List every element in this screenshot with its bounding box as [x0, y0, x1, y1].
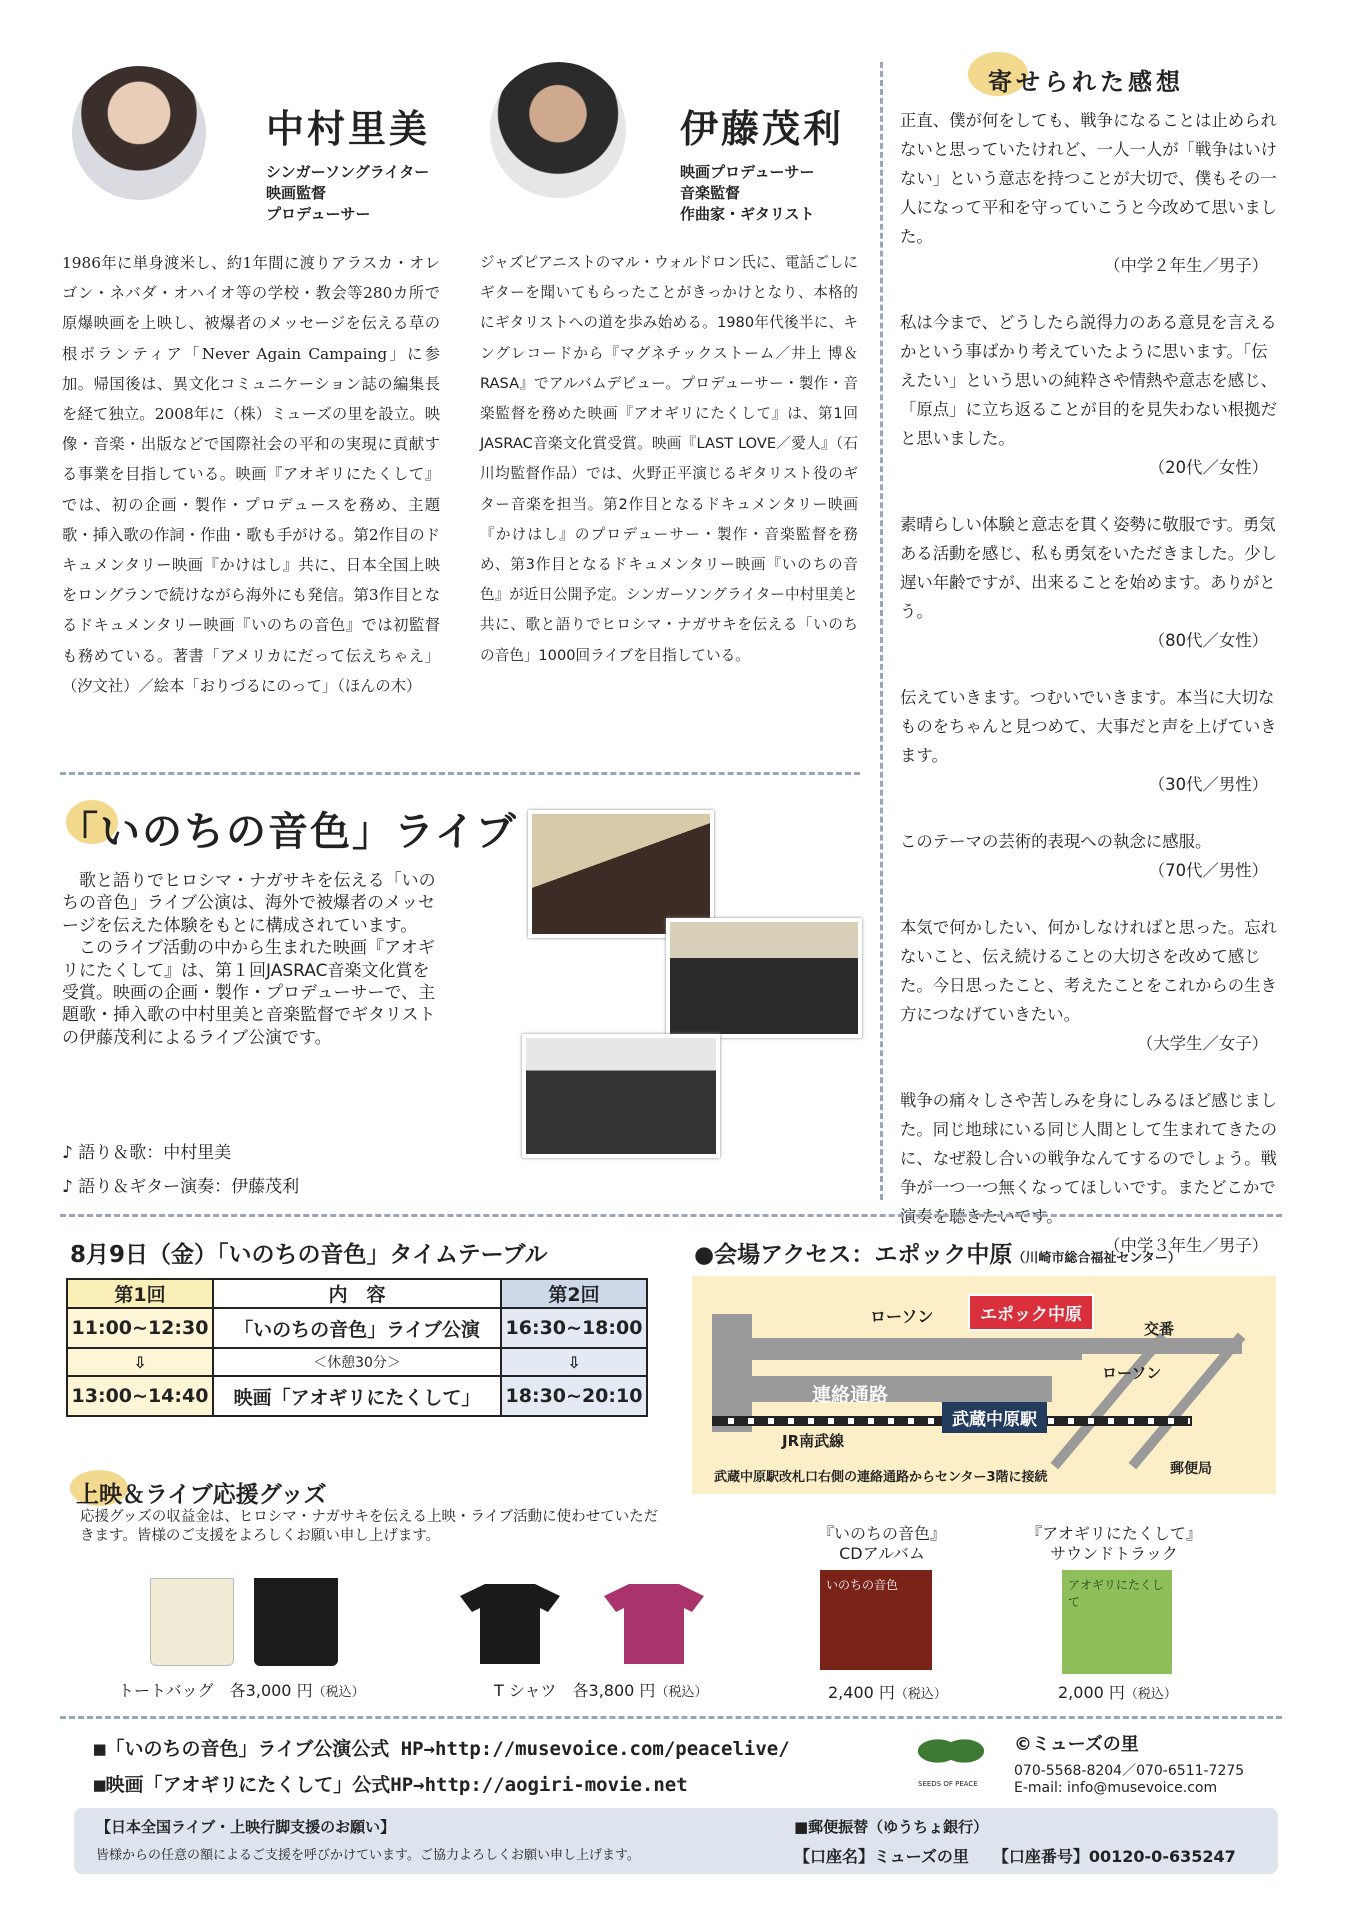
table-cell: 11:00~12:30 [67, 1308, 213, 1348]
table-cell: 「いのちの音色」ライブ公演 [213, 1308, 501, 1348]
bank-account: 【口座名】ミューズの里 【口座番号】00120-0-635247 [794, 1847, 1236, 1866]
table-cell: 映画「アオギリにたくして」 [213, 1376, 501, 1416]
profile-bio: 1986年に単身渡米し、約1年間に渡りアラスカ・オレゴン・ネバダ・オハイオ等の学校・教会等280カ所で原爆映画を上映し、被爆者のメッセージを伝える草の根ボランティア「Never Again Campaing」に参加。帰国後は、異文化コミュニケーション誌の編集長を経て独立。2008年に（株）ミューズの里を設立。映像・音楽・出版などで国際社会の平和の実現に貢献する事業を目指している。映画『アオギリにたくして』では、初の企画・製作・プロデュースを務め、主題歌・挿入歌の作詞・作曲・歌も手がける。第2作目のドキュメンタリー映画『かけはし』共に、日本全国上映をロングランで続けながら海外にも発信。第3作目となるドキュメンタリー映画『いのちの音色』では初監督も務めている。著書「アメリカにだって伝えちゃえ」（汐文社）／絵本「おりづるにのって」（ほんの木） [62, 254, 440, 695]
role: 作曲家・ギタリスト [680, 205, 815, 223]
profile-photo-ito [490, 62, 626, 198]
tote-price: トートバッグ 各3,000 円（税込） [118, 1681, 365, 1700]
cd-cover: いのちの音色 [820, 1570, 932, 1670]
impression: 本気で何かしたい、何かしなければと思った。忘れないこと、伝え続けることの大切さを改めて感じた。今日思ったこと、考えたことをこれからの生き方につなげていきたい。 （大学生／女子） [900, 918, 1277, 1053]
map-label-lawson2: ローソン [1102, 1364, 1162, 1382]
access-heading: ●会場アクセス：エポック中原（川崎市総合福祉センター） [694, 1242, 1181, 1268]
table-header: 第1回 [67, 1279, 213, 1308]
impression: 私は今まで、どうしたら説得力のある意見を言えるかという事ばかり考えていたように思います。「伝えたい」という思いの純粋さや情熱や意志を感じ、「原点」に立ち返ることが目的を見失わない根拠だと思いました。 （20代／女性） [900, 313, 1277, 477]
table-cell: ＜休憩30分＞ [213, 1348, 501, 1376]
map-label-station: 武蔵中原駅 [942, 1402, 1047, 1433]
role: 映画プロデューサー [680, 163, 815, 181]
profile-photo-nakamura [72, 66, 206, 200]
cd-title: 『いのちの音色』CDアルバム [818, 1524, 947, 1563]
role: 映画監督 [266, 184, 327, 202]
map-label-passage: 連絡通路 [812, 1384, 889, 1406]
impressions-list [900, 106, 1282, 1260]
live-photo [522, 1034, 720, 1158]
movie-website-link[interactable]: ■映画「アオギリにたくして」公式HP→http://aogiri-movie.net [94, 1774, 688, 1796]
impression: 正直、僕が何をしても、戦争になることは止められないと思っていたけれど、一人一人が「戦争はいけない」という意志を持つことが大切で、僕もその一人になって平和を守っていこうと今改めて思いました。 （中学２年生／男子） [900, 111, 1277, 275]
live-performer-note: ♪ 語り＆ギター演奏：伊藤茂利 [62, 1177, 300, 1197]
email-address[interactable]: E-mail: info@musevoice.com [1014, 1780, 1218, 1796]
timetable [66, 1278, 648, 1417]
table-cell: 18:30~20:10 [501, 1376, 647, 1416]
support-body: 皆様からの任意の額によるご支援を呼びかけています。ご協力よろしくお願い申し上げます。 [96, 1848, 640, 1863]
section-divider [60, 772, 860, 775]
impressions-title: 寄せられた感想 [988, 68, 1184, 96]
table-header: 第2回 [501, 1279, 647, 1308]
section-divider [60, 1214, 1282, 1217]
profile-bio: ジャズピアニストのマル・ウォルドロン氏に、電話ごしにギターを聞いてもらったことがきっかけとなり、本格的にギタリストへの道を歩み始める。1980年代後半に、キングレコードから『マグネチックストーム／井上 博＆RASA』でアルバムデビュー。プロデューサー・製作・音楽監督を務めた映画『アオギリにたくして』は、第1回JASRAC音楽文化賞受賞。映画『LAST LOVE／愛人』（石川均監督作品）では、火野正平演じるギタリスト役のギター音楽を担当。第2作目となるドキュメンタリー映画『かけはし』のプロデューサー・製作・音楽監督を務め、第3作目となるドキュメンタリー映画『いのちの音色』が近日公開予定。シンガーソングライター中村里美と共に、歌と語りでヒロシマ・ナガサキを伝える「いのちの音色」1000回ライブを目指している。 [480, 254, 858, 664]
table-cell: ⇩ [501, 1348, 647, 1376]
map-label-post: 郵便局 [1170, 1461, 1212, 1477]
soundtrack-price: 2,000 円（税込） [1058, 1683, 1177, 1702]
role: 音楽監督 [680, 184, 741, 202]
support-title: 【日本全国ライブ・上映行脚支援のお願い】 [96, 1818, 396, 1836]
live-title: 「いのちの音色」ライブ [58, 809, 518, 855]
support-banner [74, 1808, 1278, 1874]
impression: 素晴らしい体験と意志を貫く姿勢に敬服です。勇気ある活動を感じ、私も勇気をいただきました。少し遅い年齢ですが、出来ることを始めます。ありがとう。 （80代／女性） [900, 515, 1277, 650]
map-road [972, 1338, 1242, 1354]
impression: このテーマの芸術的表現への執念に感服。 （70代／男性） [900, 832, 1268, 880]
role: プロデューサー [266, 205, 371, 223]
live-description: 歌と語りでヒロシマ・ナガサキを伝える「いのちの音色」ライブ公演は、海外で被爆者のメッセージを伝えた体験をもとに構成されています。 このライブ活動の中から生まれた映画『アオギリにたくして』は、第１回JASRAC音楽文化賞を受賞。映画の企画・製作・プロデューサーで、主題歌・挿入歌の中村里美と音楽監督でギタリストの伊藤茂利によるライブ公演です。 [62, 871, 436, 1048]
seeds-label: SEEDS OF PEACE [918, 1780, 978, 1788]
soundtrack-title: 『アオギリにたくして』サウンドトラック [1026, 1524, 1202, 1563]
map-label-epoch: エポック中原 [968, 1294, 1094, 1331]
profile-name: 伊藤茂利 [680, 107, 845, 151]
seeds-of-peace-logo [918, 1724, 984, 1778]
table-cell: 13:00~14:40 [67, 1376, 213, 1416]
column-divider [880, 62, 883, 1200]
brand-name: ©ミューズの里 [1014, 1734, 1139, 1755]
live-website-link[interactable]: ■「いのちの音色」ライブ公演公式 HP→http://musevoice.com/peacelive/ [94, 1738, 790, 1760]
timetable-heading: 8月9日（金）「いのちの音色」タイムテーブル [70, 1242, 548, 1268]
map-label-line: JR南武線 [782, 1432, 845, 1450]
goods-description: 応援グッズの収益金は、ヒロシマ・ナガサキを伝える上映・ライブ活動に使わせていただきます。皆様のご支援をよろしくお願い申し上げます。 [80, 1509, 659, 1544]
table-cell: ⇩ [67, 1348, 213, 1376]
phone-numbers: 070-5568-8204／070-6511-7275 [1014, 1763, 1245, 1779]
map-label-koban: 交番 [1144, 1320, 1175, 1338]
profile-name: 中村里美 [266, 107, 431, 151]
map-road [712, 1314, 752, 1432]
soundtrack-cover: アオギリにたくして [1062, 1570, 1172, 1674]
cd-price: 2,400 円（税込） [828, 1683, 947, 1702]
access-map [692, 1276, 1276, 1494]
tshirt-magenta [604, 1584, 704, 1664]
bank-name: ■郵便振替（ゆうちょ銀行） [794, 1818, 989, 1836]
tote-bag-natural [150, 1578, 234, 1666]
map-caption: 武蔵中原駅改札口右側の連絡通路からセンター3階に接続 [714, 1470, 1048, 1485]
profile-roles [266, 162, 429, 225]
table-header: 内 容 [213, 1279, 501, 1308]
shirt-price: T シャツ 各3,800 円（税込） [494, 1681, 708, 1700]
impression: 戦争の痛々しさや苦しみを身にしみるほど感じました。同じ地球にいる同じ人間として生まれてきたのに、なぜ殺し合いの戦争なんてするのでしょう。戦争が一つ一つ無くなってほしいです。またどこかで演奏を聴きたいです。 （中学３年生／男子） [900, 1091, 1277, 1255]
profile-roles [680, 162, 815, 225]
goods-heading: 上映＆ライブ応援グッズ [76, 1482, 327, 1508]
map-label-lawson: ローソン [870, 1307, 934, 1326]
map-road [752, 1376, 1052, 1402]
role: シンガーソングライター [266, 163, 430, 181]
tshirt-black [460, 1584, 560, 1664]
live-photo [666, 918, 862, 1038]
table-cell: 16:30~18:00 [501, 1308, 647, 1348]
tote-bag-black [254, 1578, 338, 1666]
live-performer-note: ♪ 語り＆歌：中村里美 [62, 1143, 232, 1163]
section-divider [60, 1716, 1282, 1719]
impression: 伝えていきます。つむいでいきます。本当に大切なものをちゃんと見つめて、大事だと声を上げていきます。 （30代／男性） [900, 688, 1277, 794]
